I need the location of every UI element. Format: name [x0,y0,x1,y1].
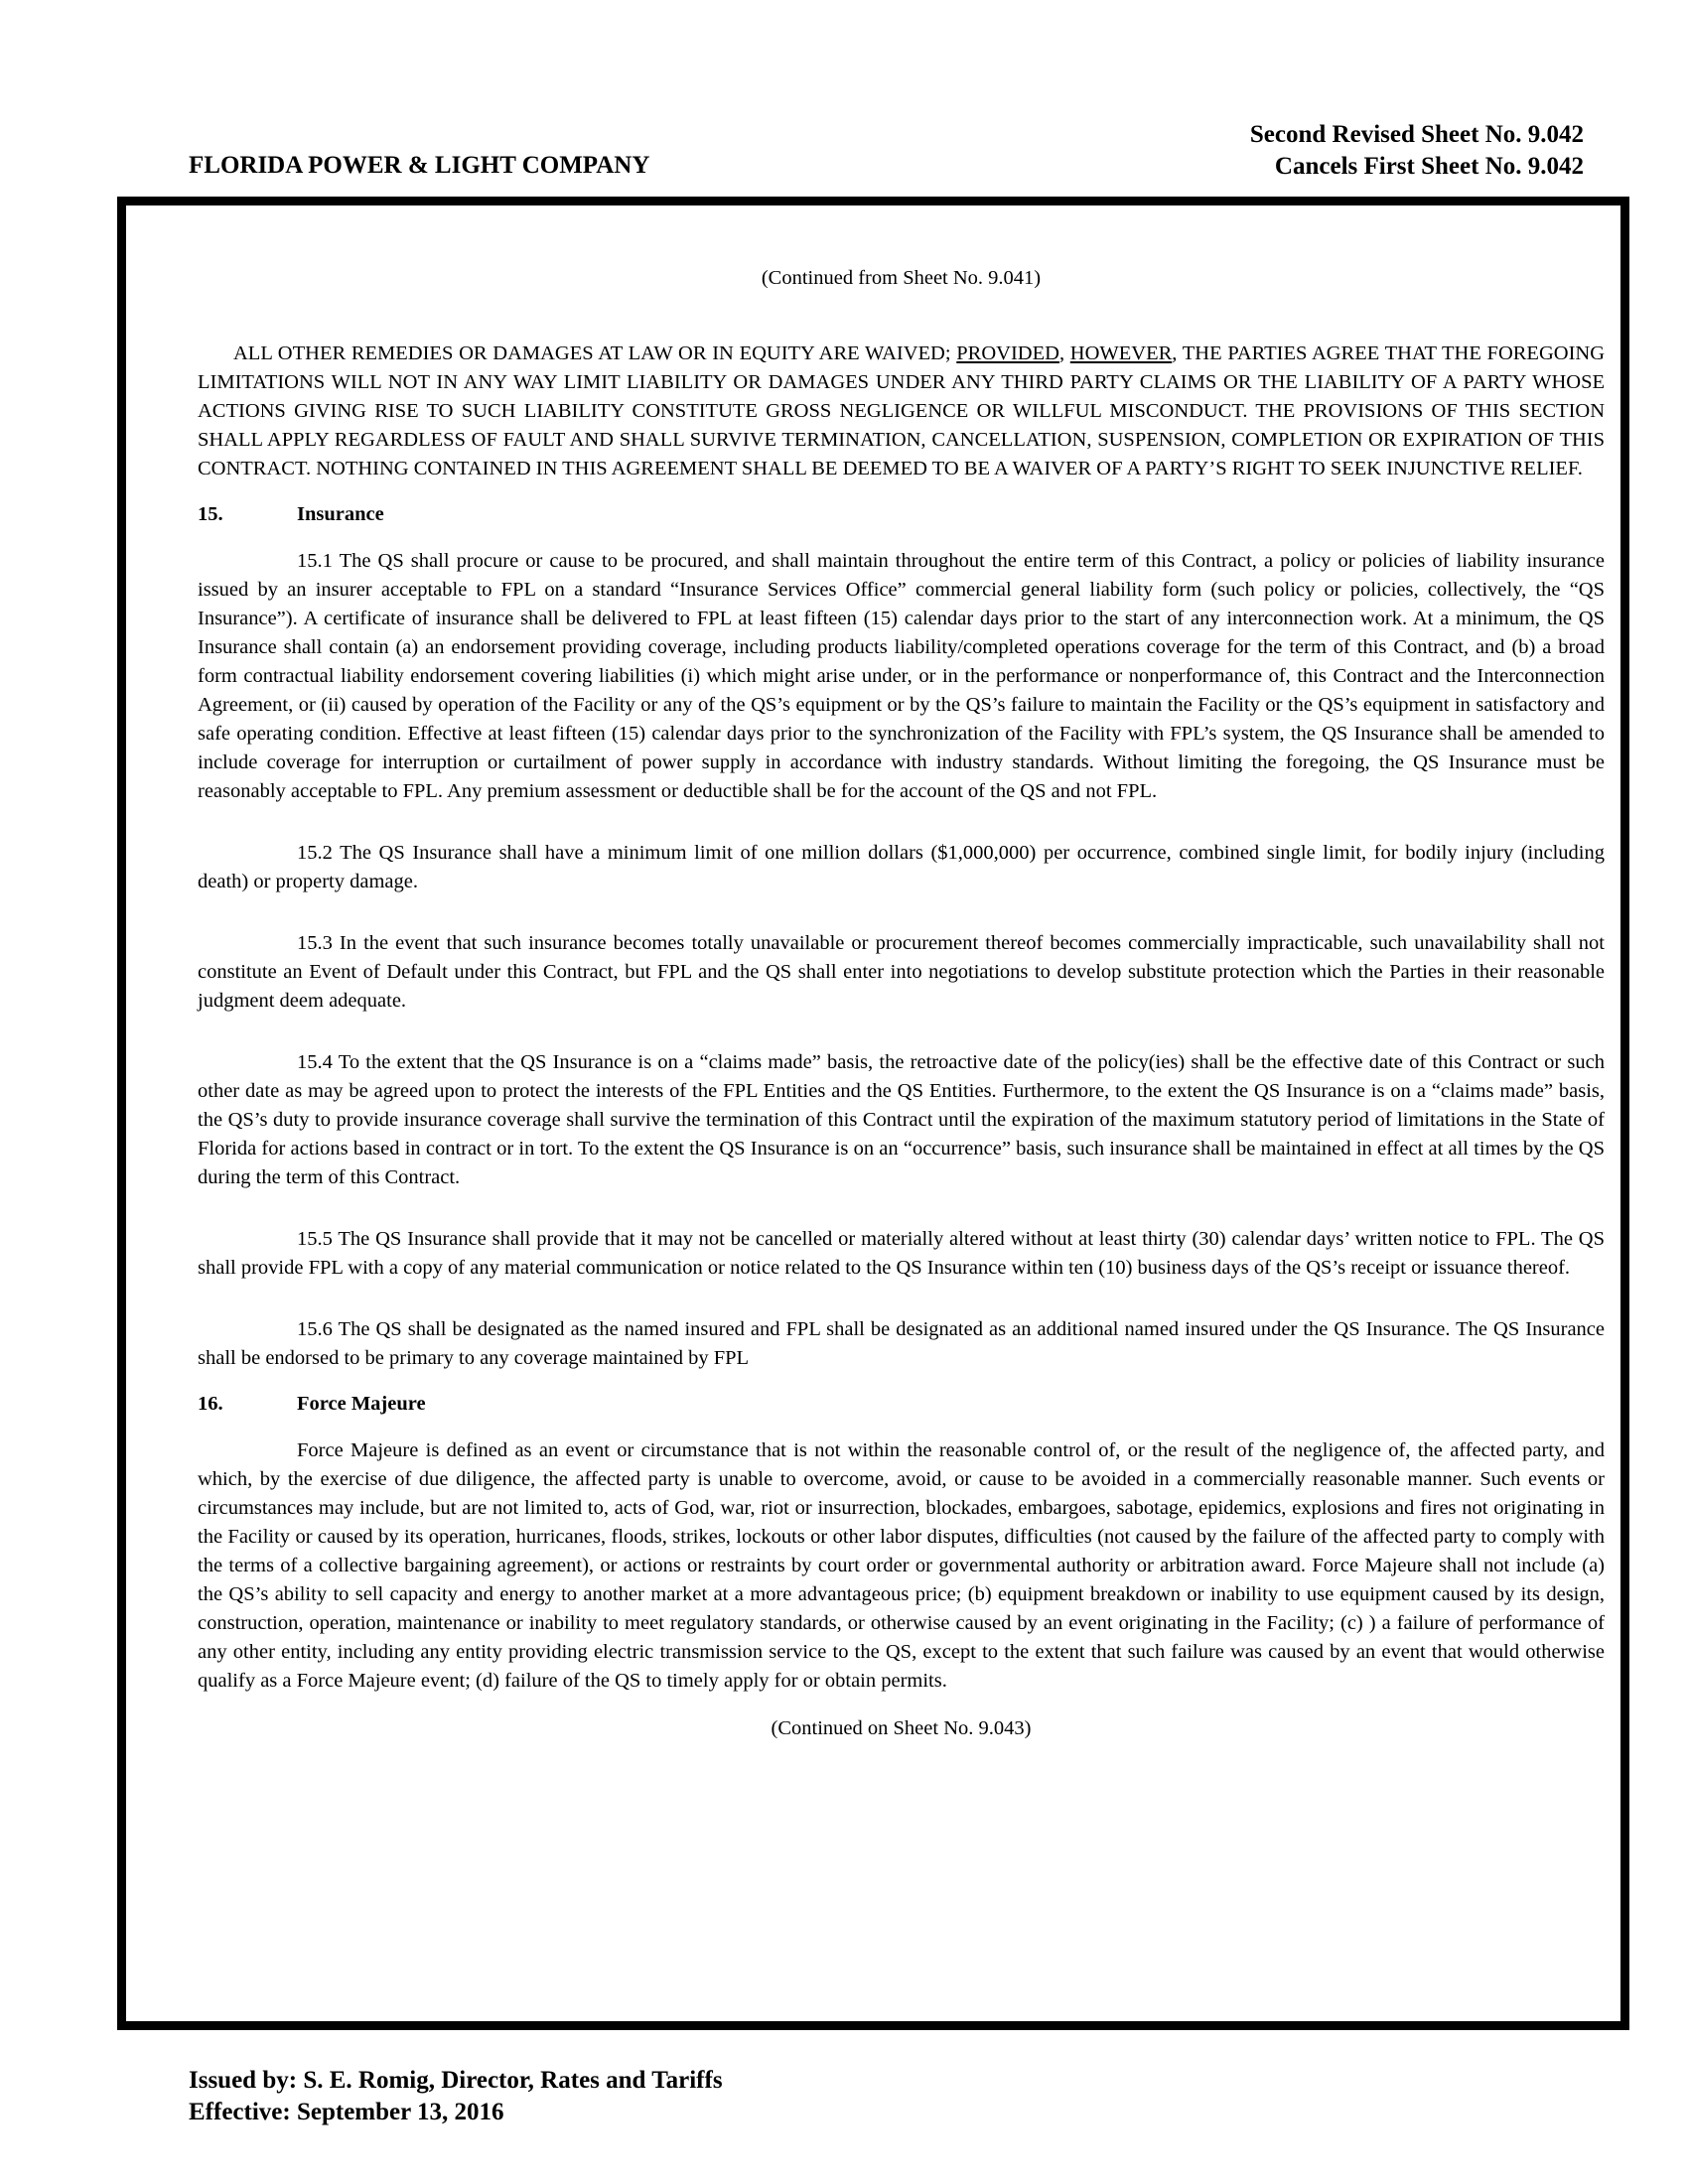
paragraph-15-6: 15.6 The QS shall be designated as the named insured and FPL shall be designated as an additional named insured under the QS Insurance. The QS Insurance shall be endorsed to be primary to any coverage maintained by FPL [198,1318,1605,1369]
however-underlined: HOWEVER [1069,342,1173,364]
cancels-sheet-number: Cancels First Sheet No. 9.042 [1274,153,1584,180]
section-16-heading [198,1390,1605,1419]
waiver-text-1: ALL OTHER REMEDIES OR DAMAGES AT LAW OR IN EQUITY ARE WAIVED; [233,342,957,364]
section-title: Force Majeure [297,1393,426,1415]
section-number: 15. [198,503,223,525]
sheet-number: Second Revised Sheet No. 9.042 [1249,121,1584,148]
section-15-heading [198,500,1605,529]
sheet-header [1250,119,1584,183]
document-frame [117,197,1629,2030]
section-number: 16. [198,1393,223,1415]
provided-underlined: PROVIDED [956,342,1059,364]
paragraph-16-1: Force Majeure is defined as an event or circumstance that is not within the reasonable control of, or the result of the negligence of, the affected party, and which, by the exercise of due diligence, the affected party is unable to overcome, avoid, or cause to be avoided in a commercially reasonable manner. Such events or circumstances may include, but are not limited to, acts of God, war, riot or insurrection, blockades, embargoes, sabotage, epidemics, explosions and fires not originating in the Facility or caused by its operation, hurricanes, floods, strikes, lockouts or other labor disputes, difficulties (not caused by the failure of the affected party to comply with the terms of a collective bargaining agreement), or actions or restraints by court order or governmental authority or arbitration award. Force Majeure shall not include (a) the QS’s ability to sell capacity and energy to another market at a more advantageous price; (b) equipment breakdown or inability to use equipment caused by its design, construction, operation, maintenance or inability to meet regulatory standards, or otherwise caused by an event originating in the Facility; (c) ) a failure of performance of any other entity, including any entity providing electric transmission service to the QS, except to the extent that such failure was caused by an event that would otherwise qualify as a Force Majeure event; (d) failure of the QS to timely apply for or obtain permits. [198,1439,1605,1692]
issuance-footer [189,2065,723,2128]
issued-by: Issued by: S. E. Romig, Director, Rates and Tariffs [189,2067,723,2094]
paragraph-15-3: 15.3 In the event that such insurance becomes totally unavailable or procurement thereof becomes commercially impracticable, such unavailability shall not constitute an Event of Default under this Contract, but FPL and the QS shall enter into negotiations to develop substitute protection which the Parties in their reasonable judgment deem adequate. [198,932,1605,1012]
waiver-text-2: , THE PARTIES AGREE THAT THE FOREGOING LIMITATIONS WILL NOT IN ANY WAY LIMIT LIABILITY OR DAMAGES UNDER ANY THIRD PARTY CLAIMS OR THE LIABILITY OF A PARTY WHOSE ACTIONS GIVING RISE TO SUCH LIABILITY CONSTITUTE GROSS NEGLIGENCE OR WILLFUL MISCONDUCT. THE PROVISIONS OF THIS SECTION SHALL APPLY REGARDLESS OF FAULT AND SHALL SURVIVE TERMINATION, CANCELLATION, SUSPENSION, COMPLETION OR EXPIRATION OF THIS CONTRACT. NOTHING CONTAINED IN THIS AGREEMENT SHALL BE DEEMED TO BE A WAIVER OF A PARTY’S RIGHT TO SEEK INJUNCTIVE RELIEF. [198,342,1606,479]
section-title: Insurance [297,503,384,525]
continued-on-note: (Continued on Sheet No. 9.043) [771,1717,1032,1739]
company-name: FLORIDA POWER & LIGHT COMPANY [189,152,650,179]
paragraph-15-4: 15.4 To the extent that the QS Insurance is on a “claims made” basis, the retroactive date of the policy(ies) shall be the effective date of this Contract or such other date as may be agreed upon to protect the interests of the FPL Entities and the QS Entities. Furthermore, to the extent the QS Insurance is on a “claims made” basis, the QS’s duty to provide insurance coverage shall survive the termination of this Contract until the expiration of the maximum statutory period of limitations in the State of Florida for actions based in contract or in tort. To the extent the QS Insurance is on an “occurrence” basis, such insurance shall be maintained in effect at all times by the QS during the term of this Contract. [198,1051,1605,1188]
effective-date: Effective: September 13, 2016 [189,2099,504,2125]
continued-from-note: (Continued from Sheet No. 9.041) [761,267,1042,289]
paragraph-15-1: 15.1 The QS shall procure or cause to be procured, and shall maintain throughout the entire term of this Contract, a policy or policies of liability insurance issued by an insurer acceptable to FPL on a standard “Insurance Services Office” commercial general liability form (such policy or policies, collectively, the “QS Insurance”). A certificate of insurance shall be delivered to FPL at least fifteen (15) calendar days prior to the start of any interconnection work. At a minimum, the QS Insurance shall contain (a) an endorsement providing coverage, including products liability/completed operations coverage for the term of this Contract, and (b) a broad form contractual liability endorsement covering liabilities (i) which might arise under, or in the performance or nonperformance of, this Contract and the Interconnection Agreement, or (ii) caused by operation of the Facility or any of the QS’s equipment or by the QS’s failure to maintain the Facility or the QS’s equipment in satisfactory and safe operating condition. Effective at least fifteen (15) calendar days prior to the synchronization of the Facility with FPL’s system, the QS Insurance shall be amended to include coverage for interruption or curtailment of power supply in accordance with industry standards. Without limiting the foregoing, the QS Insurance must be reasonably acceptable to FPL. Any premium assessment or deductible shall be for the account of the QS and not FPL. [198,550,1605,802]
waiver-paragraph [198,340,1605,483]
document-body [198,267,1605,1740]
paragraph-15-5: 15.5 The QS Insurance shall provide that it may not be cancelled or materially altered without at least thirty (30) calendar days’ written notice to FPL. The QS shall provide FPL with a copy of any material communication or notice related to the QS Insurance within ten (10) business days of the QS’s receipt or issuance thereof. [198,1228,1605,1279]
paragraph-15-2: 15.2 The QS Insurance shall have a minimum limit of one million dollars ($1,000,000) per occurrence, combined single limit, for bodily injury (including death) or property damage. [198,842,1605,892]
waiver-sep: , [1058,342,1070,364]
